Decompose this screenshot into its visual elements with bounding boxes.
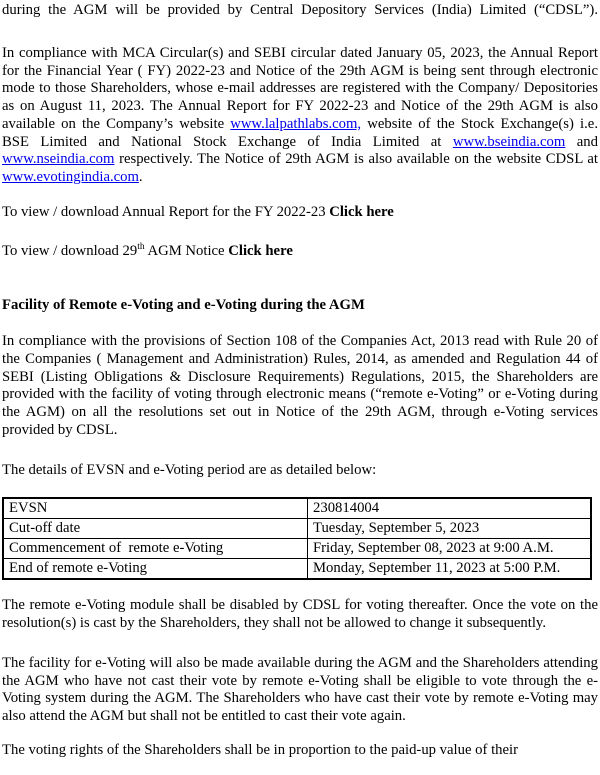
agm-notice-download-text-2: AGM Notice	[144, 242, 229, 259]
commencement-value-cell: Friday, September 08, 2023 at 9:00 A.M.	[308, 539, 592, 559]
evoting-section-heading-text: Facility of Remote e-Voting and e-Voting during the AGM	[2, 297, 365, 314]
evsn-intro-line	[2, 462, 598, 480]
voting-rights-paragraph-text: The voting rights of the Shareholders shall be in proportion to the paid-up value of their	[2, 741, 518, 758]
compliance-paragraph	[2, 45, 598, 187]
bseindia-link[interactable]: www.bseindia.com	[452, 133, 566, 150]
module-disabled-paragraph	[2, 597, 598, 633]
section108-paragraph	[2, 333, 598, 440]
agm-notice-download-text: To view / download 29	[2, 242, 138, 259]
intro-line-text: during the AGM will be provided by Central Depository Services (India) Limited (“CDSL”).	[2, 2, 598, 18]
commencement-label-cell: Commencement of remote e-Voting	[3, 539, 308, 559]
agm-notice-click-here-link[interactable]: Click here	[228, 242, 293, 259]
compliance-text-1: In compliance with MCA Circular(s) and SEBI circular dated January 05, 2023, the Annual Report for the Financial Year ( FY) 2022-23 and Notice of the 29th AGM is being sent through electronic mode to those Shareholders, whose e-mail addresses are registered with the Company/ Depositories as on August 11, 2023. The Annual Report for FY 2022-23 and Notice of the 29th AGM is also available on the Company’s website	[2, 44, 598, 132]
annual-report-download-line	[2, 204, 598, 222]
agm-notice-download-line	[2, 243, 598, 261]
table-row	[3, 559, 591, 580]
table-row	[3, 498, 591, 519]
evotingindia-link[interactable]: www.evotingindia.com	[2, 169, 139, 185]
evsn-intro-text: The details of EVSN and e-Voting period are as detailed below:	[2, 461, 377, 478]
nseindia-link[interactable]: www.nseindia.com	[2, 151, 115, 168]
compliance-text-5: .	[138, 169, 143, 185]
agm-voting-paragraph-text: The facility for e-Voting will also be made available during the AGM and the Shareholders attending the AGM who have not cast their vote by remote e-Voting shall be eligible to vote through the e-Voting system during the AGM. The Shareholders who have cast their vote by remote e-Voting may also attend the AGM but shall not be entitled to cast their vote again.	[2, 654, 598, 724]
end-label-cell: End of remote e-Voting	[3, 559, 308, 580]
annual-report-click-here-link[interactable]: Click here	[329, 203, 394, 220]
module-disabled-paragraph-text: The remote e-Voting module shall be disabled by CDSL for voting thereafter. Once the vote on the resolution(s) is cast by the Shareholders, they shall not be allowed to change it subsequently.	[2, 597, 598, 631]
evsn-label-cell: EVSN	[3, 498, 308, 519]
cutoff-value-cell: Tuesday, September 5, 2023	[308, 519, 592, 539]
evsn-table	[2, 497, 592, 580]
evsn-value-cell: 230814004	[308, 498, 592, 519]
lalpathlabs-link[interactable]: www.lalpathlabs.com,	[230, 115, 362, 132]
compliance-text-2: website of the Stock Exchange(s) i.e. BSE Limited and National Stock Exchange of India Limited at	[2, 115, 598, 150]
section108-paragraph-text: In compliance with the provisions of Section 108 of the Companies Act, 2013 read with Rule 20 of the Companies ( Management and Administration) Rules, 2014, as amended and Regulation 44 of SEBI (Listing Obligations & Disclosure Requirements) Regulations, 2015, the Shareholders are provided with the facility of voting through electronic means (“remote e-Voting” or e-Voting during the AGM) on all the resolutions set out in Notice of the 29th AGM, through e-Voting services provided by CDSL.	[2, 333, 598, 438]
table-row	[3, 539, 591, 559]
compliance-text-4: respectively. The Notice of 29th AGM is also available on the website CDSL at	[114, 151, 598, 168]
evoting-section-heading	[2, 297, 598, 315]
annual-report-download-text: To view / download Annual Report for the FY 2022-23	[2, 203, 330, 220]
compliance-text-3: and	[565, 133, 598, 150]
cutoff-label-cell: Cut-off date	[3, 519, 308, 539]
ordinal-superscript: th	[137, 241, 145, 252]
voting-rights-paragraph-clipped	[2, 742, 598, 760]
agm-voting-paragraph	[2, 655, 598, 726]
table-row	[3, 519, 591, 539]
intro-line	[2, 2, 598, 20]
end-value-cell: Monday, September 11, 2023 at 5:00 P.M.	[308, 559, 592, 580]
